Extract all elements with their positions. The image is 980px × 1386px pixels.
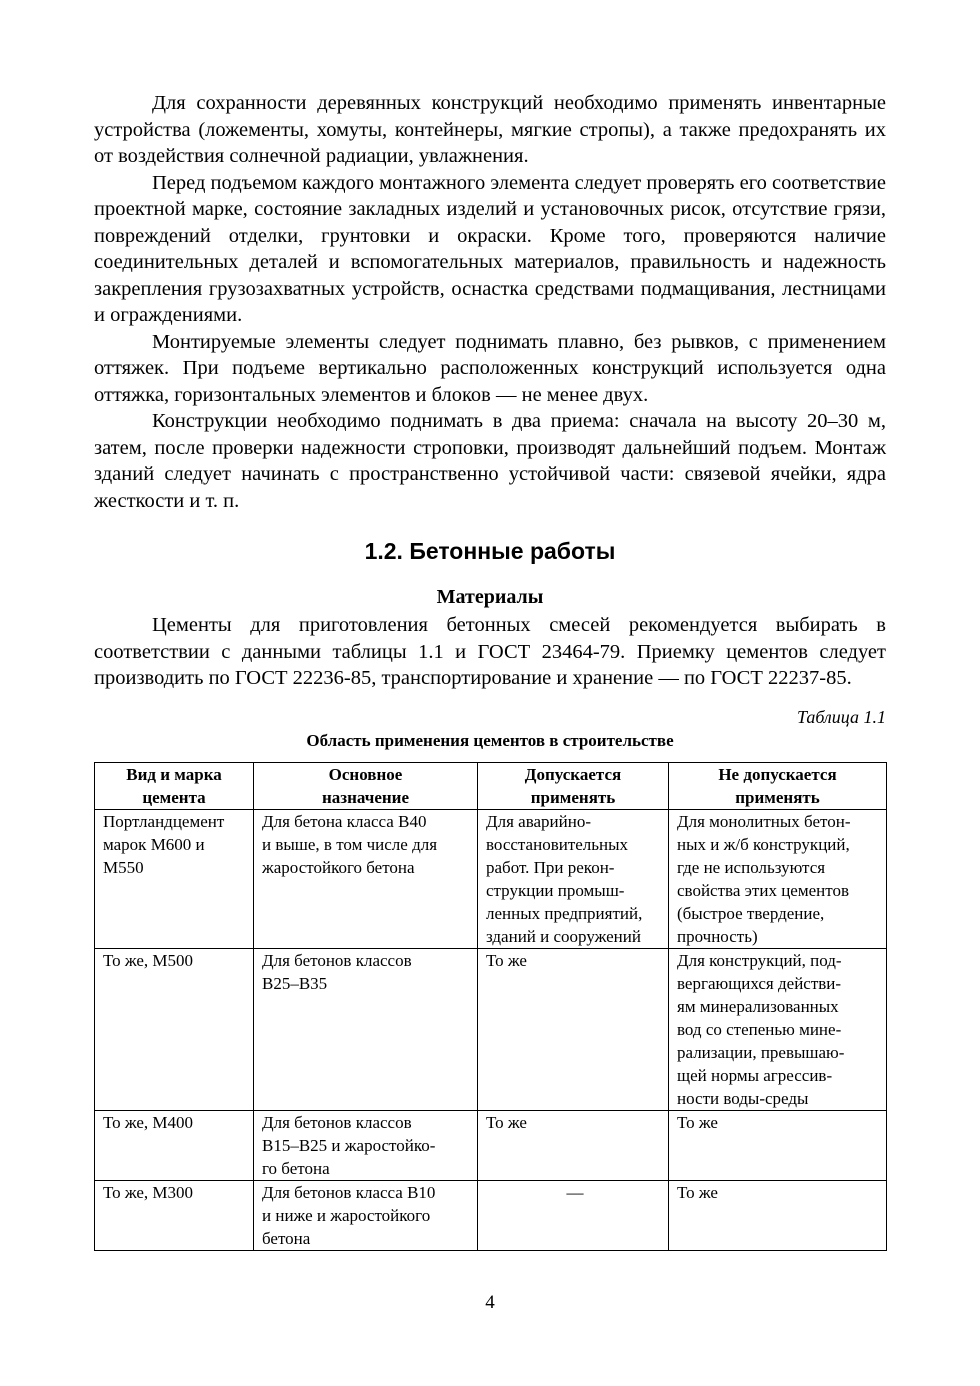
section-title: 1.2. Бетонные работы bbox=[364, 538, 616, 564]
table-cell bbox=[254, 809, 478, 948]
cell-line: То же, М400 bbox=[103, 1112, 194, 1132]
paragraph-lifting-check: Перед подъемом каждого монтажного элемента следует проверять его соответствие проектной марке, состояние закладных изделий и установочных рисок, отсутствие грязи, повреждений отделки, грунтовки и окраски. Кроме того, проверяются наличие соединительных деталей и вспомогательных материалов, правильность и надежность закрепления грузозахватных устройств, оснастка средствами подмащивания, лестницами и ограждениями. bbox=[94, 171, 886, 326]
cell-line: восстановительных bbox=[486, 834, 629, 854]
paragraph-two-stage-lift: Конструкции необходимо поднимать в два приема: сначала на высоту 20–30 м, затем, после проверки надежности строповки, производят дальнейший подъем. Монтаж зданий следует начинать с пространственно устойчивой части: связевой ячейки, ядра жесткости и т. п. bbox=[94, 410, 886, 512]
cell-line: свойства этих цементов bbox=[677, 880, 849, 900]
cell-line: То же bbox=[486, 1112, 527, 1132]
paragraph-cement-selection: Цементы для приготовления бетонных смесей рекомендуется выбирать в соответствии с данными таблицы 1.1 и ГОСТ 23464-79. Приемку цементов следует производить по ГОСТ 22236-85, транспортирование и хранение — по ГОСТ 22237-85. bbox=[94, 614, 886, 689]
cell-line: То же, М500 bbox=[103, 950, 194, 970]
cell-line: То же bbox=[677, 1112, 718, 1132]
table-cell bbox=[254, 1180, 478, 1250]
table-cell bbox=[254, 948, 478, 1110]
table-cell bbox=[254, 1110, 478, 1180]
table-cell bbox=[478, 1180, 669, 1250]
cell-line: вод со степенью мине- bbox=[677, 1019, 842, 1039]
subsection-title: Материалы bbox=[436, 586, 544, 608]
header-line: Допускается bbox=[524, 764, 622, 784]
table-row bbox=[95, 1180, 887, 1250]
table-row bbox=[95, 809, 887, 948]
table-cell bbox=[478, 1110, 669, 1180]
header-cell-purpose bbox=[254, 762, 478, 809]
cell-line: Для конструкций, под- bbox=[677, 950, 842, 970]
cell-line: Портландцемент bbox=[103, 811, 225, 831]
cell-line: жаростойкого бетона bbox=[262, 857, 415, 877]
cell-line: Для монолитных бетон- bbox=[677, 811, 851, 831]
table-cell bbox=[669, 809, 887, 948]
cell-line: Для бетонов классов bbox=[262, 950, 412, 970]
table-cell bbox=[95, 1110, 254, 1180]
cell-line: и выше, в том числе для bbox=[262, 834, 438, 854]
table-cell bbox=[95, 1180, 254, 1250]
header-line: назначение bbox=[321, 787, 409, 807]
cell-line: В15–В25 и жаростойко- bbox=[262, 1135, 436, 1155]
cell-line: — bbox=[566, 1182, 584, 1202]
cement-table bbox=[94, 762, 887, 1251]
cell-line: и ниже и жаростойкого bbox=[262, 1205, 431, 1225]
cell-line: ям минерализованных bbox=[677, 996, 839, 1016]
cell-line: го бетона bbox=[262, 1158, 330, 1178]
cell-line: М550 bbox=[103, 857, 144, 877]
cell-line: рализации, превышаю- bbox=[677, 1042, 845, 1062]
paragraph-wood-storage: Для сохранности деревянных конструкций необходимо применять инвентарные устройства (ложементы, хомуты, контейнеры, мягкие стропы), а также предохранять их от воздействия солнечной радиации, увлажнения. bbox=[94, 92, 886, 167]
cell-line: Для бетона класса В40 bbox=[262, 811, 427, 831]
cell-line: ных и ж/б конструкций, bbox=[677, 834, 850, 854]
cell-line: струкции промыш- bbox=[486, 880, 625, 900]
table-cell bbox=[478, 809, 669, 948]
cell-line: То же, М300 bbox=[103, 1182, 194, 1202]
header-cell-type bbox=[95, 762, 254, 809]
cell-line: ности воды-среды bbox=[677, 1088, 809, 1108]
table-cell bbox=[95, 948, 254, 1110]
paragraph-lifting-method: Монтируемые элементы следует поднимать плавно, без рывков, с применением оттяжек. При подъеме вертикально расположенных конструкций используется одна оттяжка, горизонтальных элементов и блоков — не менее двух. bbox=[94, 330, 886, 406]
header-cell-allowed bbox=[478, 762, 669, 809]
cell-line: где не используются bbox=[677, 857, 826, 877]
header-line: применять bbox=[530, 787, 616, 807]
cell-line: бетона bbox=[262, 1228, 311, 1248]
cell-line: зданий и сооружений bbox=[486, 926, 641, 946]
header-line: Основное bbox=[328, 764, 403, 784]
table-cell bbox=[669, 1110, 887, 1180]
table-number: Таблица 1.1 bbox=[796, 706, 886, 727]
table-header-row bbox=[95, 762, 887, 809]
cell-line: То же bbox=[677, 1182, 718, 1202]
cell-line: прочность) bbox=[677, 926, 758, 946]
cell-line: марок М600 и bbox=[103, 834, 205, 854]
header-line: Не допускается bbox=[718, 764, 837, 784]
table-cell bbox=[95, 809, 254, 948]
cell-line: В25–В35 bbox=[262, 973, 328, 993]
cell-line: Для бетонов классов bbox=[262, 1112, 412, 1132]
cell-line: (быстрое твердение, bbox=[677, 903, 825, 923]
cell-line: Для бетонов класса В10 bbox=[262, 1182, 436, 1202]
document-page bbox=[94, 90, 886, 1251]
table-cell bbox=[669, 948, 887, 1110]
header-line: применять bbox=[735, 787, 820, 807]
cell-line: щей нормы агрессив- bbox=[677, 1065, 833, 1085]
cell-line: работ. При рекон- bbox=[486, 857, 615, 877]
table-cell bbox=[478, 948, 669, 1110]
table-row bbox=[95, 948, 887, 1110]
page-number: 4 bbox=[485, 1292, 495, 1313]
cell-line: ленных предприятий, bbox=[486, 903, 643, 923]
table-cell bbox=[669, 1180, 887, 1250]
cell-line: Для аварийно- bbox=[486, 811, 591, 831]
cell-line: вергающихся действи- bbox=[677, 973, 842, 993]
header-line: цемента bbox=[142, 787, 206, 807]
table-row bbox=[95, 1110, 887, 1180]
header-cell-not-allowed bbox=[669, 762, 887, 809]
header-line: Вид и марка bbox=[126, 764, 222, 784]
cell-line: То же bbox=[486, 950, 527, 970]
table-title: Область применения цементов в строительстве bbox=[306, 730, 674, 750]
